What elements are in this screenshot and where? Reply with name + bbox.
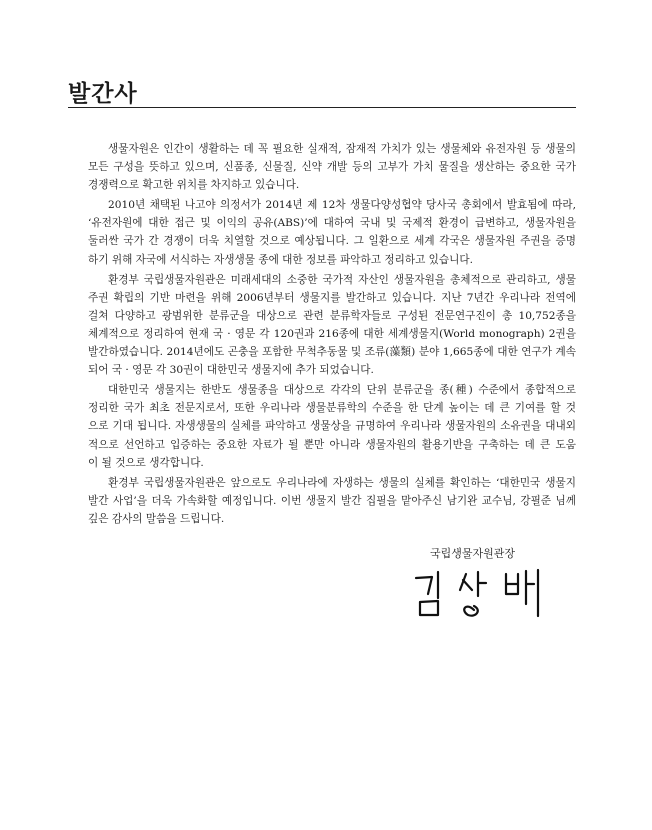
text-line: 대한민국 생물지는 한반도 생물종을 대상으로 각각의 단위 분류군을 종(種) 수준에서 종합적으로 <box>108 384 576 397</box>
title-divider <box>68 107 576 108</box>
text-line: 모든 구성을 뜻하고 있으며, 신품종, 신물질, 신약 개발 등의 고부가 가치 물질을 생산하는 중요한 국가 <box>88 161 576 174</box>
text-line: 환경부 국립생물자원관은 미래세대의 소중한 국가적 자산인 생물자원을 총체적으로 관리하고, 생물 <box>108 273 576 286</box>
foreword-body <box>68 140 576 530</box>
paragraph-5 <box>68 474 576 528</box>
text-line: 되어 국 · 영문 각 30권이 대한민국 생물지에 추가 되었습니다. <box>88 364 374 377</box>
paragraph-4 <box>68 381 576 471</box>
text-line: 체계적으로 정리하여 현재 국 · 영문 각 120권과 216종에 대한 세계생물지(World monograph) 2권을 <box>88 327 576 340</box>
text-line: 발간 사업’을 더욱 가속화할 예정입니다. 이번 생물지 발간 집필을 맡아주신 남기완 교수님, 강필준 님께 <box>88 494 576 507</box>
text-line: 둘러싼 국가 간 경쟁이 더욱 치열할 것으로 예상됩니다. 그 일환으로 세계 각국은 생물자원 주권을 증명 <box>88 235 576 248</box>
paragraph-3 <box>68 271 576 380</box>
text-line: 하기 위해 자국에 서식하는 자생생물 종에 대한 정보를 파악하고 정리하고 있습니다. <box>88 253 473 266</box>
text-line: 발간하였습니다. 2014년에도 곤충을 포함한 무척추동물 및 조류(藻類) 분야 1,665종에 대한 연구가 계속 <box>88 346 576 359</box>
handwritten-signature <box>408 568 558 620</box>
text-line: 정리한 국가 최초 전문지로서, 또한 우리나라 생물분류학의 수준을 한 단계 높이는 데 큰 기여를 할 것 <box>88 402 576 415</box>
text-line: 깊은 감사의 말씀을 드립니다. <box>88 512 225 525</box>
text-line: 걸쳐 다양하고 광범위한 분류군을 대상으로 관련 분류학자들로 구성된 전문연구진이 총 10,752종을 <box>88 309 576 322</box>
page-title: 발간사 <box>68 81 138 107</box>
text-line: 주권 확립의 기반 마련을 위해 2006년부터 생물지를 발간하고 있습니다. 지난 7년간 우리나라 전역에 <box>88 291 576 304</box>
text-line: 생물자원은 인간이 생활하는 데 꼭 필요한 실재적, 잠재적 가치가 있는 생물체와 유전자원 등 생물의 <box>108 143 576 155</box>
text-line: 으로 기대 됩니다. 자생생물의 실체를 파악하고 생물상을 규명하여 우리나라 생물자원의 소유권을 대내외 <box>88 420 576 433</box>
text-line: 이 될 것으로 생각합니다. <box>88 456 204 469</box>
text-line: 환경부 국립생물자원관은 앞으로도 우리나라에 자생하는 생물의 실체를 확인하는 ‘대한민국 생물지 <box>108 476 576 489</box>
text-line: 경쟁력으로 확고한 위치를 차지하고 있습니다. <box>88 179 300 192</box>
signer-title: 국립생물자원관장 <box>430 547 516 560</box>
text-line: 적으로 선언하고 입증하는 중요한 자료가 될 뿐만 아니라 생물자원의 활용기반을 구축하는 데 큰 도움 <box>88 438 576 451</box>
text-line: 2010년 채택된 나고야 의정서가 2014년 제 12차 생물다양성협약 당사국 총회에서 발효됨에 따라, <box>108 199 576 212</box>
paragraph-1 <box>68 140 576 194</box>
text-line: ‘유전자원에 대한 접근 및 이익의 공유(ABS)’에 대하여 국내 및 국제적 환경이 급변하고, 생물자원을 <box>88 217 576 230</box>
paragraph-2 <box>68 196 576 268</box>
